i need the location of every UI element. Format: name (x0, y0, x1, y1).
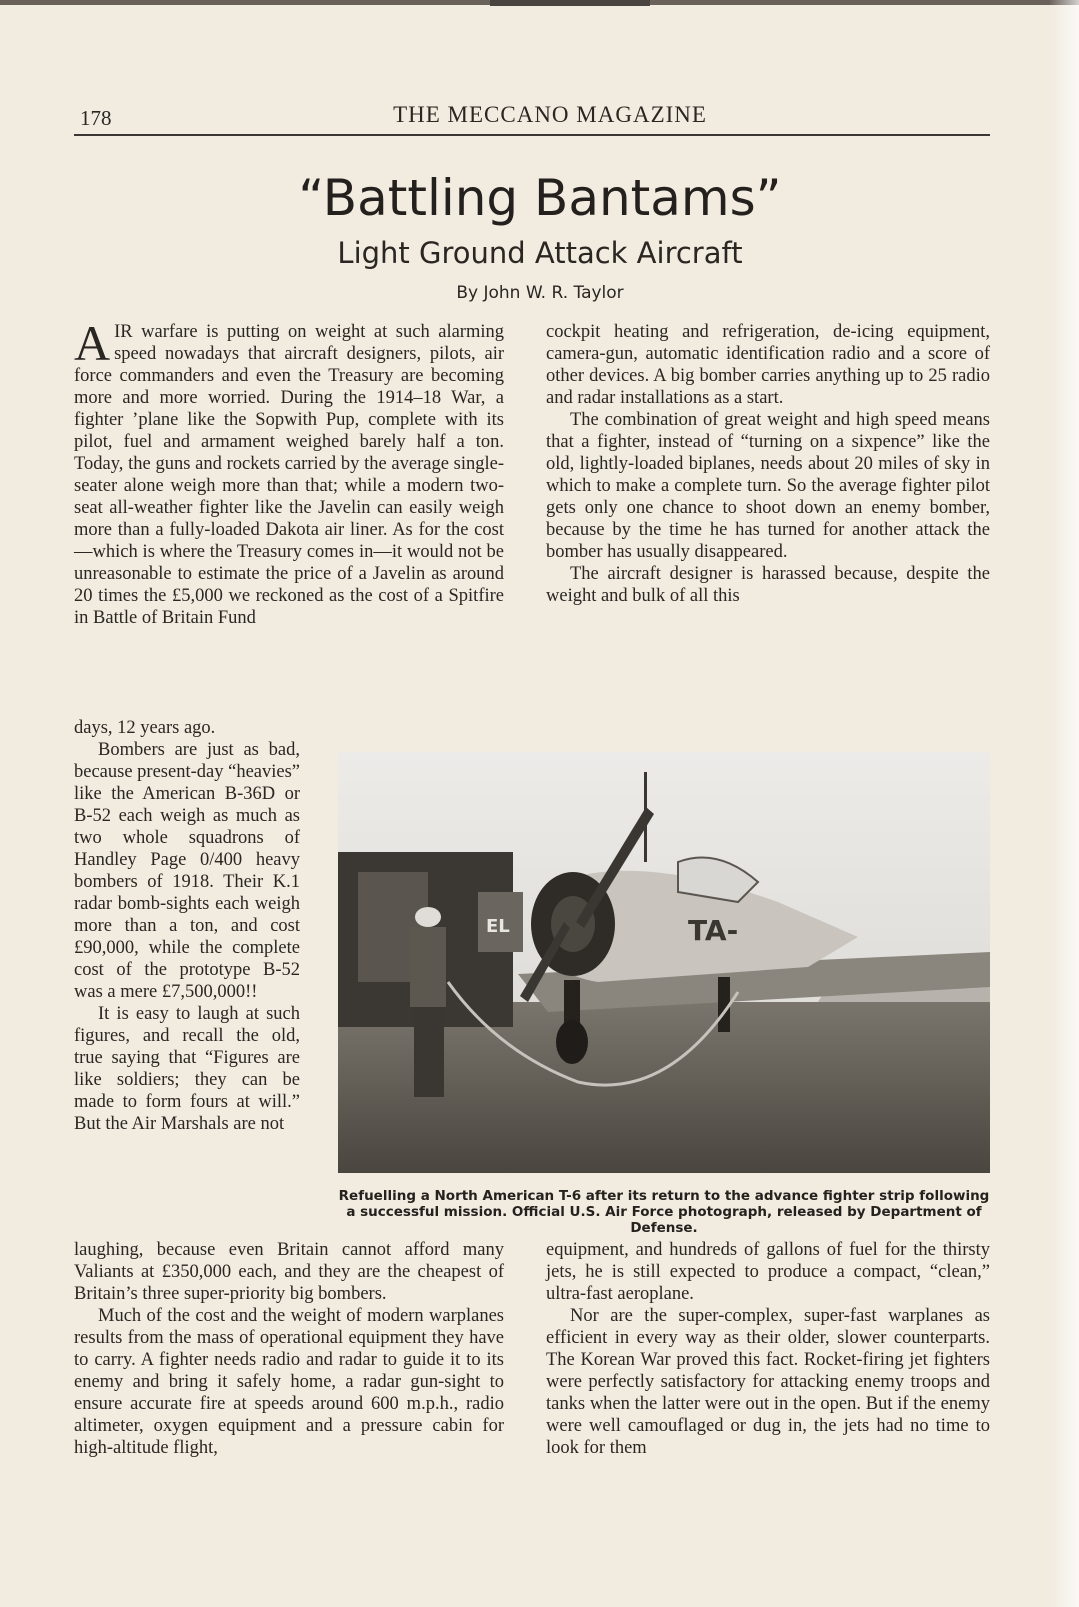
paragraph (74, 315, 504, 629)
column-1-bottom (74, 1239, 504, 1459)
paragraph-text: IR warfare is putting on weight at such alarming speed nowadays that aircraft designers, pilots, air force commanders and even the Treasury are becoming more and more worried. During the 1914–18 War, a fighter ’plane like the Sopwith Pup, complete with its pilot, fuel and armament weighed barely half a ton. Today, the guns and rockets carried by the average single-seater alone weigh more than that; while a modern two-seat all-weather fighter like the Javelin can easily weigh more than a fully-loaded Dakota air liner. As for the cost—which is where the Treasury comes in—it would not be unreasonable to estimate the price of a Javelin as around 20 times the £5,000 we reckoned as the cost of a Spitfire in Battle of Britain Fund (74, 322, 504, 628)
paragraph: It is easy to laugh at such figures, and recall the old, true saying that “Figures are like soldiers; they can be made to form fours at will.” But the Air Marshals are not (74, 1004, 300, 1134)
paragraph: The aircraft designer is harassed because, despite the weight and bulk of all this (546, 564, 990, 606)
drop-cap: A (74, 315, 111, 371)
truck-marking: EL (486, 916, 510, 937)
wheel (556, 1020, 588, 1064)
column-2-bottom (546, 1239, 990, 1459)
page-right-edge (1049, 0, 1079, 1607)
column-2-top (546, 321, 990, 607)
paragraph: laughing, because even Britain cannot afford many Valiants at £350,000 each, and they are the cheapest of Britain’s three super-priority big bombers. (74, 1240, 504, 1304)
article-title: “Battling Bantams” (298, 169, 782, 227)
aircraft-photo (338, 752, 990, 1173)
mechanic (410, 927, 446, 1007)
magazine-title: THE MECCANO MAGAZINE (393, 102, 707, 127)
paragraph: Much of the cost and the weight of modern warplanes results from the mass of operational equipment they have to carry. A fighter needs radio and radar to guide it to its enemy and bring it safely home, a radar gun-sight to ensure accurate fire at speeds around 600 m.p.h., radio altimeter, oxygen equipment and a pressure cabin for high-altitude flight, (74, 1306, 504, 1458)
antenna (644, 772, 647, 862)
article-subtitle: Light Ground Attack Aircraft (337, 236, 743, 270)
paragraph: cockpit heating and refrigeration, de-icing equipment, camera-gun, automatic identification radio and a score of other devices. A big bomber carries anything up to 25 radio and radar installations as a start. (546, 322, 990, 408)
page-top-edge-dark (490, 0, 650, 6)
paragraph: days, 12 years ago. (74, 718, 216, 738)
column-1-narrow (74, 717, 300, 1135)
paragraph: Bombers are just as bad, because present-day “heavies” like the American B-36D or B-52 each weigh as much as two whole squadrons of Handley Page 0/400 heavy bombers of 1918. Their K.1 radar bomb-sights each weigh more than a ton, and cost £90,000, while the complete cost of the prototype B-52 was a mere £7,500,000!! (74, 740, 300, 1002)
aircraft-marking: TA- (688, 914, 739, 947)
aircraft-photo-illustration (338, 752, 990, 1173)
article-byline: By John W. R. Taylor (456, 283, 624, 303)
mechanic-cap (415, 907, 441, 927)
paragraph: The combination of great weight and high speed means that a fighter, instead of “turning on a sixpence” like the old, lightly-loaded biplanes, needs about 20 miles of sky in which to make a complete turn. So the average fighter pilot gets only one chance to shoot down an enemy bomber, because by the time he has turned for another attack the bomber has usually disappeared. (546, 410, 990, 562)
photo-caption: Refuelling a North American T-6 after its return to the advance fighter strip following a successful mission. Official U.S. Air Force photograph, released by Department of Defense. (338, 1188, 990, 1236)
paragraph: equipment, and hundreds of gallons of fuel for the thirsty jets, he is still expected to produce a compact, “clean,” ultra-fast aeroplane. (546, 1240, 990, 1304)
page-number: 178 (80, 106, 112, 130)
header-rule (74, 134, 990, 136)
column-1-top (74, 315, 504, 629)
paragraph: Nor are the super-complex, super-fast warplanes as efficient in every way as their older, slower counterparts. The Korean War proved this fact. Rocket-firing jet fighters were perfectly satisfactory for attacking enemy troops and tanks when the latter were out in the open. But if the enemy were well camouflaged or dug in, the jets had no time to look for them (546, 1306, 990, 1458)
